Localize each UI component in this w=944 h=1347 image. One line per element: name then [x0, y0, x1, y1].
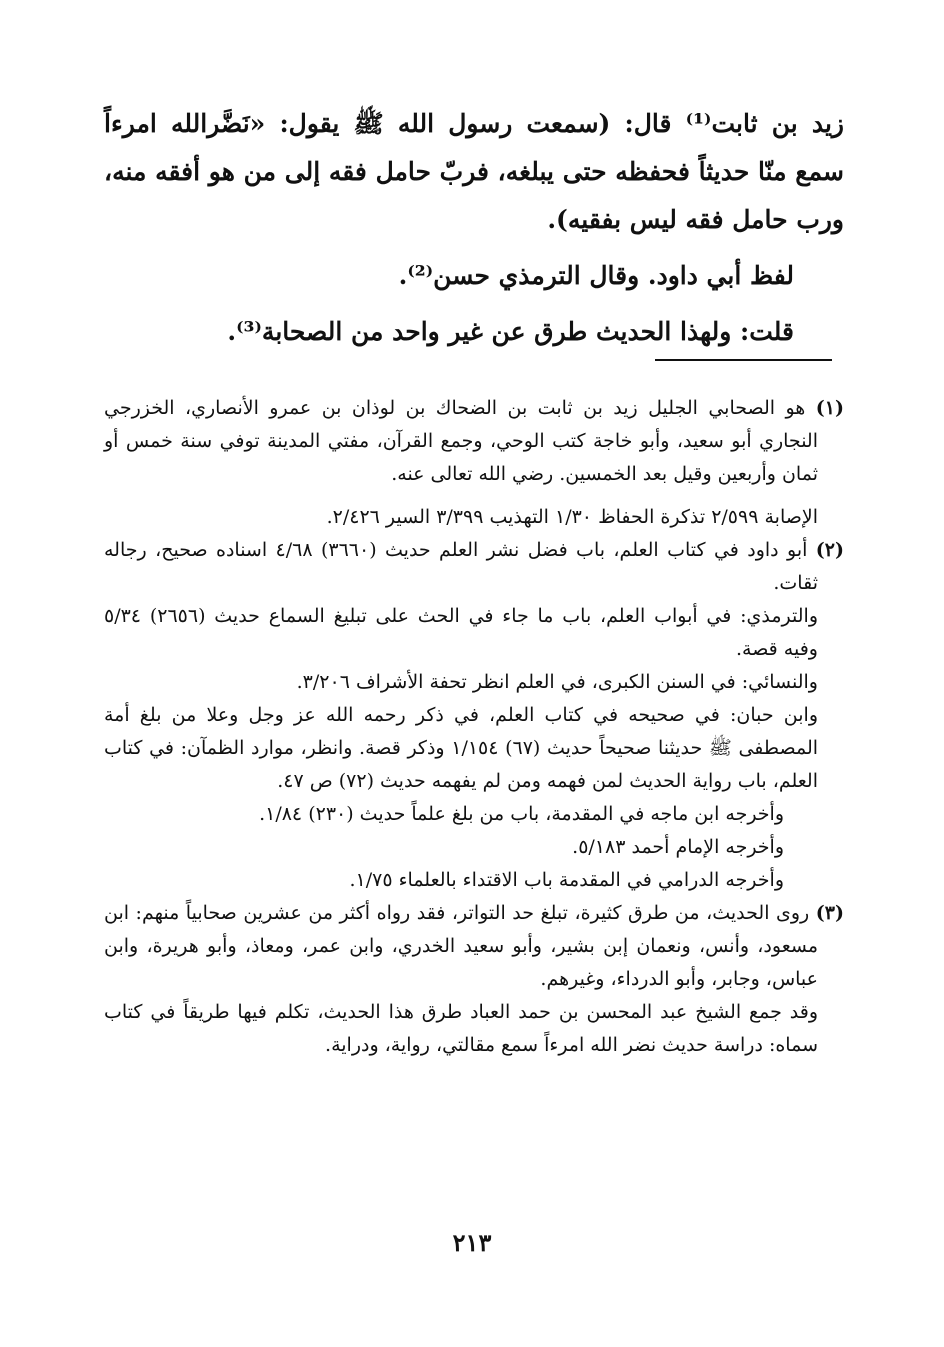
footnote-line: والترمذي: في أبواب العلم، باب ما جاء في الحث على تبليغ السماع حديث (٢٦٥٦) ٥/٣٤ وفيه قصة.: [104, 605, 819, 660]
footnote-line: وأخرجه الدرامي في المقدمة باب الاقتداء بالعلماء ١/٧٥.: [349, 869, 784, 891]
footnote-line: وأخرجه ابن ماجه في المقدمة، باب من بلغ علماً حديث (٢٣٠) ١/٨٤.: [259, 803, 784, 825]
footnote-2: [104, 534, 844, 600]
footnote-3: [104, 897, 844, 996]
footnote-number: (١): [815, 397, 844, 419]
main-body: [104, 100, 844, 356]
footnote-text: روى الحديث، من طرق كثيرة، تبلغ حد التواتر، فقد رواه أكثر من عشرين صحابياً منهم: ابن مسعود، وأنس، ونعمان إبن بشير، وأبو سعيد الخدري، وابن عمر، ومعاذ، وأبو هريرة، وابن عباس، وجابر، وأبو الدرداء، وغيرهم.: [104, 902, 818, 990]
footnote-text: أبو داود في كتاب العلم، باب فضل نشر العلم حديث (٣٦٦٠) ٤/٦٨ اسناده صحيح، رجاله ثقات.: [104, 539, 818, 594]
footnotes-section: [104, 392, 844, 1062]
footnote-line: والنسائي: في السنن الكبرى، في العلم انظر تحفة الأشراف ٣/٢٠٦.: [296, 671, 818, 693]
narration-note: لفظ أبي داود. وقال الترمذي حسن⁽²⁾.: [398, 261, 794, 290]
footnote-line: وقد جمع الشيخ عبد المحسن بن حمد العباد طرق هذا الحديث، تكلم فيها طريقاً في كتاب سماه: دراسة حديث نضر الله امرءاً سمع مقالتي، رواية، ودراية.: [104, 1001, 818, 1056]
footnote-1: [104, 392, 844, 491]
footnote-divider: [655, 359, 832, 361]
footnote-line: وابن حبان: في صحيحه في كتاب العلم، في ذكر رحمه الله عز وجل وعلا من بلغ أمة المصطفى ﷺ حديثنا صحيحاً حديث (٦٧) ١/١٥٤ وذكر قصة. وانظر، موارد الظمآن: في كتاب العلم، باب رواية الحديث لمن فهمه ومن لم يفهمه حديث (٧٢) ص ٤٧.: [104, 704, 819, 792]
author-comment: قلت: ولهذا الحديث طرق عن غير واحد من الصحابة⁽³⁾.: [227, 317, 794, 346]
footnote-text: هو الصحابي الجليل زيد بن ثابت بن الضحاك بن لوذان بن عمرو الأنصاري، الخزرجي النجاري أبو سعيد، وأبو خاجة كتب الوحي، وجمع القرآن، مفتي المدينة توفي سنة خمس أو ثمان وأربعين وقيل بعد الخمسين. رضي الله تعالى عنه.: [104, 397, 818, 485]
footnote-number: (٣): [815, 902, 844, 924]
hadith-paragraph: زيد بن ثابت⁽¹⁾ قال: (سمعت رسول الله ﷺ يقول: «نَضَّرالله امرءاً سمع منّا حديثاً فحفظه حتى يبلغه، فربّ حامل فقه إلى من هو أفقه منه، ورب حامل فقه ليس بفقيه).: [104, 109, 845, 234]
footnote-1-sources: الإصابة ٢/٥٩٩ تذكرة الحفاظ ١/٣٠ التهذيب ٣/٣٩٩ السير ٢/٤٢٦.: [326, 506, 818, 528]
page-number: ٢١٣: [452, 1228, 492, 1257]
footnote-line: وأخرجه الإمام أحمد ٥/١٨٣.: [572, 836, 784, 858]
footnote-number: (٢): [815, 539, 845, 561]
